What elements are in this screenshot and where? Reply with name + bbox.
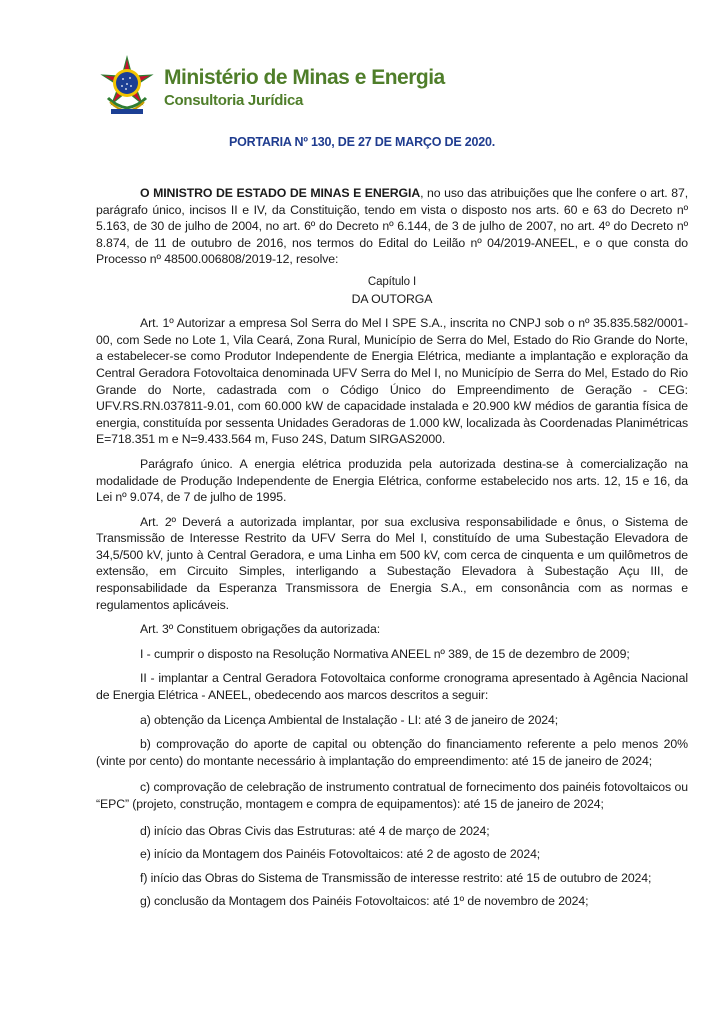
chapter-name: DA OUTORGA [351,291,433,306]
brazil-coat-of-arms-icon [96,54,158,116]
milestone-g: g) conclusão da Montagem dos Painéis Fotovoltaicos: até 1º de novembro de 2024; [140,894,589,909]
milestone-a: a) obtenção da Licença Ambiental de Instalação - LI: até 3 de janeiro de 2024; [140,712,559,727]
ministry-name: Ministério de Minas e Energia [164,66,445,89]
article-3: Art. 3º Constituem obrigações da autorizada: [140,622,381,637]
milestone-e: e) início da Montagem dos Painéis Fotovoltaicos: até 2 de agosto de 2024; [140,847,541,862]
sole-paragraph: Parágrafo único. A energia elétrica produzida pela autorizada destina-se à comercialização na modalidade de Produção Independente de Energia Elétrica, conforme estabelecido nos arts. 12, 15 e 16, da Lei nº 9.074, de 7 de julho de 1995. [96,456,688,505]
chapter-label: Capítulo I [367,275,417,288]
article-1: Art. 1º Autorizar a empresa Sol Serra do Mel I SPE S.A., inscrita no CNPJ sob o nº 35.835.582/0001-00, com Sede no Lote 1, Vila Ceará, Zona Rural, Município de Serra do Mel, Estado do Rio Grande do Norte, a estabelecer-se como Produtor Independente de Energia Elétrica, mediante a implantação e exploração da Central Geradora Fotovoltaica denominada UFV Serra do Mel I, no Município de Serra do Mel, Estado do Rio Grande do Norte, cadastrada com o Código Único do Empreendimento de Geração - CEG: UFV.RS.RN.037811-9.01, com 60.000 kW de capacidade instalada e 20.900 kW médios de garantia física de energia, constituída por sessenta Unidades Geradoras de 1.000 kW, localizada às Coordenadas Planimétricas E=718.351 m e N=9.433.564 m, Fuso 24S, Datum SIRGAS2000. [96,316,688,447]
milestone-d: d) início das Obras Civis das Estruturas: até 4 de março de 2024; [140,823,490,838]
item-i: I - cumprir o disposto na Resolução Normativa ANEEL nº 389, de 15 de dezembro de 2009; [140,646,630,661]
item-ii: II - implantar a Central Geradora Fotovoltaica conforme cronograma apresentado à Agência Nacional de Energia Elétrica - ANEEL, obedecendo aos marcos descritos a seguir: [96,671,688,703]
document-body [96,185,688,910]
milestone-c: c) comprovação de celebração de instrumento contratual de fornecimento dos painéis fotovoltaicos ou “EPC” (projeto, construção, montagem e compra de equipamentos): até 15 de janeiro de 2024; [96,780,688,811]
preamble-bold: O MINISTRO DE ESTADO DE MINAS E ENERGIA [140,186,421,200]
milestone-b: b) comprovação do aporte de capital ou obtenção do financiamento referente a pelo menos 20% (vinte por cento) do montante necessário à implantação do empreendimento: até 15 de janeiro de 2024; [96,737,688,768]
article-2: Art. 2º Deverá a autorizada implantar, por sua exclusiva responsabilidade e ônus, o Sistema de Transmissão de Interesse Restrito da UFV Serra do Mel I, constituído de uma Subestação Elevadora de 34,5/500 kV, junto à Central Geradora, e uma Linha em 500 kV, com cerca de cinquenta e um quilômetros de extensão, em Circuito Simples, interligando a Subestação Elevadora à Subestação Açu III, de responsabilidade da Esperanza Transmissora de Energia S.A., em consonância com as normas e regulamentos aplicáveis. [96,514,688,612]
document-title: PORTARIA Nº 130, DE 27 DE MARÇO DE 2020. [228,135,496,149]
office-name: Consultoria Jurídica [164,92,304,109]
preamble-text: , no uso das atribuições que lhe confere o art. 87, parágrafo único, incisos II e IV, da Constituição, tendo em vista o disposto nos arts. 60 e 63 do Decreto nº 5.163, de 30 de julho de 2004, no art. 6º do Decreto nº 6.144, de 3 de julho de 2007, no art. 4º do Decreto nº 8.874, de 11 de outubro de 2016, nos termos do Edital do Leilão nº 04/2019-ANEEL, e o que consta do Processo nº 48500.006808/2019-12, resolve: [96,186,689,267]
preamble-paragraph [96,185,688,268]
milestone-f: f) início das Obras do Sistema de Transmissão de interesse restrito: até 15 de outubro de 2024; [140,870,652,885]
